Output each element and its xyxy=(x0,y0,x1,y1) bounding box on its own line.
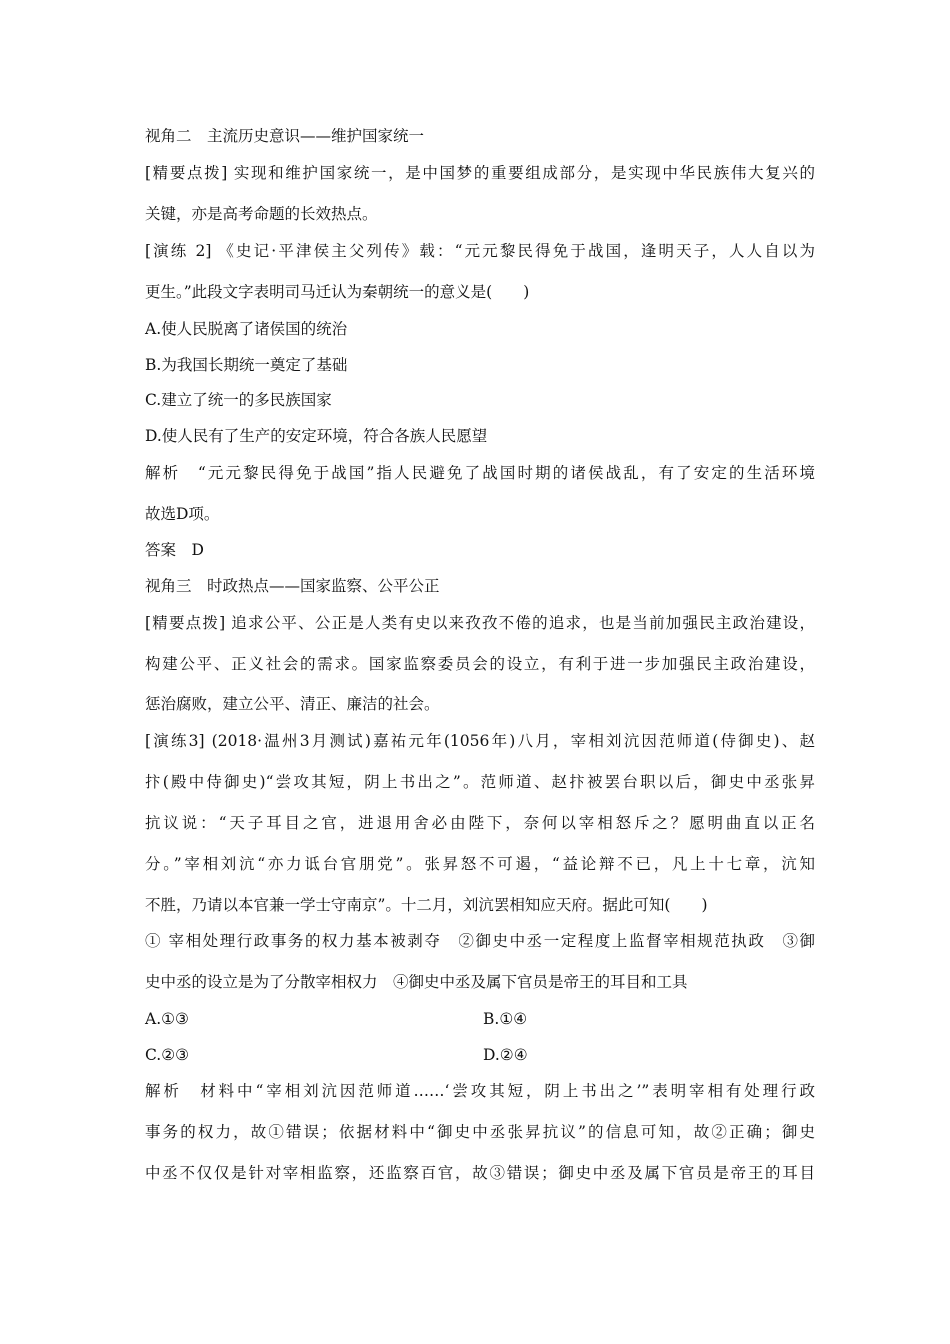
exercise-3-analysis-line-2: 事务的权力，故①错误；依据材料中“御史中丞张昇抗议”的信息可知，故②正确；御史 xyxy=(145,1123,815,1141)
section-2-point-line-2: 关键，亦是高考命题的长效热点。 xyxy=(145,205,378,223)
exercise-2-line-2: 更生。”此段文字表明司马迁认为秦朝统一的意义是( ) xyxy=(145,283,530,301)
section-3-point-line-1: [精要点拨] 追求公平、公正是人类有史以来孜孜不倦的追求，也是当前加强民主政治建设， xyxy=(145,614,815,632)
exercise-2-analysis-line-1: 解析 “元元黎民得免于战国”指人民避免了战国时期的诸侯战乱，有了安定的生活环境 xyxy=(145,464,815,482)
exercise-2-option-b: B.为我国长期统一奠定了基础 xyxy=(145,356,348,374)
section-3-point-line-2: 构建公平、正义社会的需求。国家监察委员会的设立，有利于进一步加强民主政治建设， xyxy=(145,655,815,673)
exercise-3-line-4: 分。”宰相刘沆“亦力诋台官朋党”。张昇怒不可遏，“益论辩不已，凡上十七章，沆知 xyxy=(145,855,815,873)
section-3-heading: 视角三 时政热点——国家监察、公平公正 xyxy=(145,577,440,595)
exercise-3-statements-line-1: ① 宰相处理行政事务的权力基本被剥夺 ②御史中丞一定程度上监督宰相规范执政 ③御 xyxy=(145,932,815,950)
exercise-3-option-d-wrap xyxy=(483,1045,528,1065)
exercise-3-line-5: 不胜，乃请以本官兼一学士守南京”。十二月，刘沆罢相知应天府。据此可知( ) xyxy=(145,896,708,914)
exercise-3-option-d: D.②④ xyxy=(483,1046,528,1064)
exercise-2-analysis-line-2: 故选D项。 xyxy=(145,505,220,523)
exercise-3-options-row-1 xyxy=(145,1009,189,1029)
exercise-3-option-a: A.①③ xyxy=(145,1010,189,1028)
exercise-3-analysis-line-3: 中丞不仅仅是针对宰相监察，还监察百官，故③错误；御史中丞及属下官员是帝王的耳目 xyxy=(145,1164,815,1182)
exercise-2-answer: 答案 D xyxy=(145,541,204,559)
exercise-2-line-1: [演练 2] 《史记·平津侯主父列传》载：“元元黎民得免于战国，逢明天子，人人自以为 xyxy=(145,242,815,260)
exercise-3-option-c: C.②③ xyxy=(145,1046,190,1064)
exercise-2-option-c: C.建立了统一的多民族国家 xyxy=(145,391,332,409)
section-3-point-line-3: 惩治腐败，建立公平、清正、廉洁的社会。 xyxy=(145,695,440,713)
exercise-2-option-d: D.使人民有了生产的安定环境，符合各族人民愿望 xyxy=(145,427,488,445)
exercise-3-option-b: B.①④ xyxy=(483,1010,528,1028)
exercise-3-option-b-wrap xyxy=(483,1009,527,1029)
exercise-3-statements-line-2: 史中丞的设立是为了分散宰相权力 ④御史中丞及属下官员是帝王的耳目和工具 xyxy=(145,973,688,991)
exercise-3-line-1: [演练3] (2018·温州3月测试)嘉祐元年(1056年)八月，宰相刘沆因范师道(侍御史)、赵 xyxy=(145,732,815,750)
exercise-3-line-3: 抗议说：“天子耳目之官，进退用舍必由陛下，奈何以宰相怒斥之？愿明曲直以正名 xyxy=(145,814,815,832)
section-2-heading: 视角二 主流历史意识——维护国家统一 xyxy=(145,127,425,145)
exercise-3-analysis-line-1: 解析 材料中“宰相刘沆因范师道……‘尝攻其短，阴上书出之’”表明宰相有处理行政 xyxy=(145,1082,815,1100)
exercise-3-options-row-2 xyxy=(145,1045,189,1065)
section-2-point-line-1: [精要点拨] 实现和维护国家统一，是中国梦的重要组成部分，是实现中华民族伟大复兴的 xyxy=(145,164,815,182)
exercise-3-line-2: 抃(殿中侍御史)“尝攻其短，阴上书出之”。范师道、赵抃被罢台职以后，御史中丞张昇 xyxy=(145,773,815,791)
exercise-2-option-a: A.使人民脱离了诸侯国的统治 xyxy=(145,320,348,338)
